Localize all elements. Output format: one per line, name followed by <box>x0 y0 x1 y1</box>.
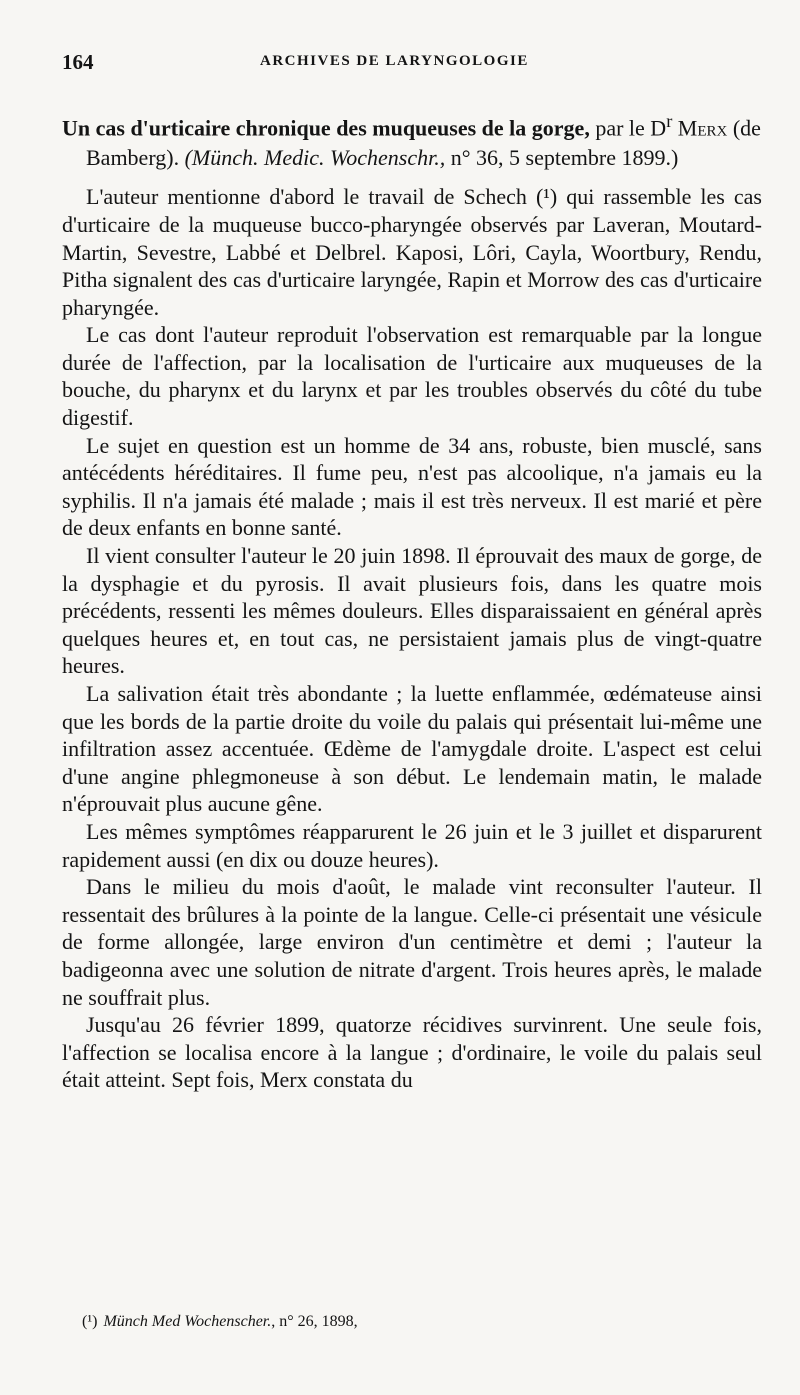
paragraph: La salivation était très abondante ; la luette enflammée, œdémateuse ainsi que les bords de la partie droite du voile du palais qui présentait lui-même une infiltration assez accentuée. Œdème de l'amygdale droite. L'aspect est celui d'une angine phlegmoneuse à son début. Le lendemain matin, le malade n'éprouvait plus aucune gêne. <box>62 681 762 817</box>
journal-issue: n° 36, 5 septembre 1899.) <box>445 145 679 171</box>
footnote <box>82 1312 762 1332</box>
paragraph: Il vient consulter l'auteur le 20 juin 1898. Il éprouvait des maux de gorge, de la dysphagie et du pyrosis. Il avait plusieurs fois, dans les quatre mois précédents, ressenti les mêmes douleurs. Elles disparaissaient en général après quelques heures et, en tout cas, ne persistaient jamais plus de vingt-quatre heures. <box>62 543 762 679</box>
running-title: ARCHIVES DE LARYNGOLOGIE <box>260 53 529 69</box>
paragraph: Les mêmes symptômes réapparurent le 26 juin et le 3 juillet et disparurent rapidement aussi (en dix ou douze heures). <box>62 818 762 872</box>
byline-prefix: par le D <box>595 115 667 141</box>
byline-sup: r <box>666 111 673 131</box>
paragraph: Le cas dont l'auteur reproduit l'observation est remarquable par la longue durée de l'affection, par la localisation de l'urticaire aux muqueuses de la bouche, du pharynx et du larynx et par les troubles observés du côté du tube digestif. <box>62 322 762 431</box>
paragraph: Dans le milieu du mois d'août, le malade vint reconsulter l'auteur. Il ressentait des brûlures à la pointe de la langue. Celle-ci présentait une vésicule de forme allongée, large environ d'un centimètre et demi ; l'auteur la badigeonna avec une solution de nitrate d'argent. Trois heures après, le malade ne souffrait plus. <box>62 874 762 1010</box>
paragraph: Jusqu'au 26 février 1899, quatorze récidives survinrent. Une seule fois, l'affection se localisa encore à la langue ; d'ordinaire, le voile du palais seul était atteint. Sept fois, Merx constata du <box>62 1012 762 1093</box>
footnote-details: , n° 26, 1898, <box>271 1313 358 1330</box>
article-body <box>62 106 762 1094</box>
author-name: Merx <box>677 115 728 141</box>
byline-rest: (de Bamberg). <box>86 115 761 171</box>
page-header <box>62 50 760 84</box>
paragraph: Le sujet en question est un homme de 34 ans, robuste, bien musclé, sans antécédents héréditaires. Il fume peu, n'est pas alcoolique, n'a jamais eu la syphilis. Il n'a jamais été malade ; mais il est très nerveux. Il est marié et père de deux enfants en bonne santé. <box>62 432 762 541</box>
footnote-marker: (¹) <box>82 1313 98 1330</box>
paragraph: L'auteur mentionne d'abord le travail de Schech (¹) qui rassemble les cas d'urticaire de la muqueuse bucco-pharyngée observés par Laveran, Moutard-Martin, Sevestre, Labbé et Delbrel. Kaposi, Lôri, Cayla, Woortbury, Rendu, Pitha signalent des cas d'urticaire laryngée, Rapin et Morrow des cas d'urticaire pharyngée. <box>62 184 762 320</box>
article-title: Un cas d'urticaire chronique des muqueuses de la gorge, <box>62 115 590 141</box>
journal-source: (Münch. Medic. Wochenschr., <box>184 145 446 171</box>
page-number: 164 <box>62 50 94 74</box>
article-heading <box>62 106 762 173</box>
footnote-source: Münch Med Wochenscher. <box>103 1313 272 1330</box>
